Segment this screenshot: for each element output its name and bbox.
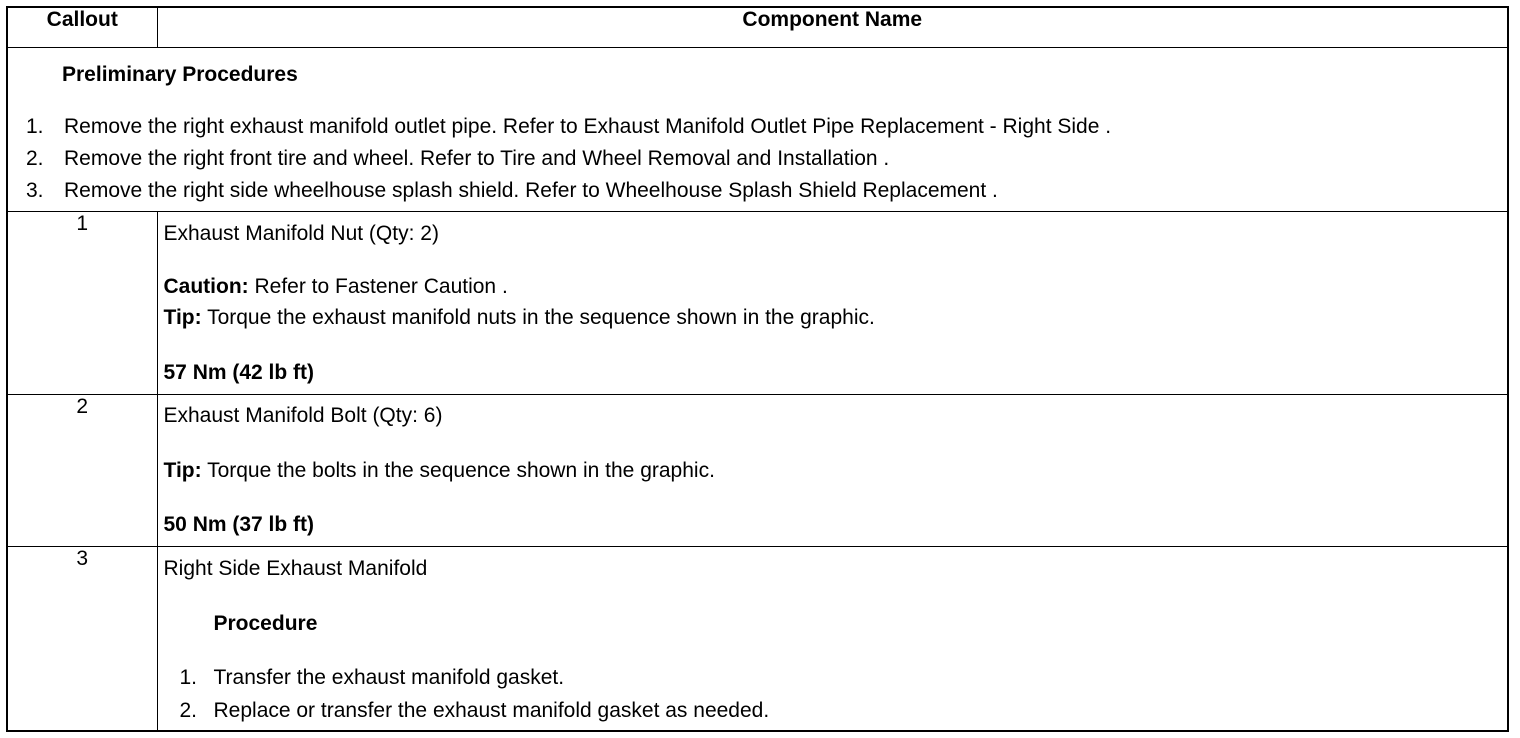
callout-number: 1 xyxy=(7,212,157,395)
preliminary-procedures-cell xyxy=(7,48,1508,212)
tip-label: Tip: xyxy=(163,306,202,329)
tip-label: Tip: xyxy=(163,459,202,482)
step-number: 1. xyxy=(26,115,44,138)
step-number: 2. xyxy=(26,147,44,170)
step-number: 3. xyxy=(26,179,44,202)
step-text: Remove the right front tire and wheel. Refer to Tire and Wheel Removal and Installation . xyxy=(64,147,890,170)
step-text: Remove the right exhaust manifold outlet pipe. Refer to Exhaust Manifold Outlet Pipe Replacement - Right Side . xyxy=(64,115,1112,138)
header-component-name: Component Name xyxy=(157,7,1508,48)
table-row xyxy=(7,395,1508,547)
procedure-step xyxy=(180,699,770,732)
preliminary-step xyxy=(26,179,1111,211)
procedure-step xyxy=(180,666,770,699)
torque-spec: 57 Nm (42 lb ft) xyxy=(163,361,315,384)
table-row xyxy=(7,547,1508,732)
header-callout: Callout xyxy=(7,7,157,48)
preliminary-step xyxy=(26,147,1111,179)
step-number: 2. xyxy=(179,699,198,722)
component-name: Exhaust Manifold Nut (Qty: 2) xyxy=(163,222,439,245)
table-row xyxy=(7,212,1508,395)
callout-number: 3 xyxy=(7,547,157,732)
preliminary-step xyxy=(26,115,1111,147)
component-table xyxy=(6,6,1509,732)
procedure-steps-list xyxy=(180,666,770,732)
component-cell xyxy=(157,395,1508,547)
caution-text: Refer to Fastener Caution . xyxy=(248,275,508,298)
step-text: Transfer the exhaust manifold gasket. xyxy=(213,666,565,689)
header-row xyxy=(7,7,1508,48)
tip-line xyxy=(164,306,875,330)
component-name: Exhaust Manifold Bolt (Qty: 6) xyxy=(163,404,443,427)
step-text: Remove the right side wheelhouse splash shield. Refer to Wheelhouse Splash Shield Replacement . xyxy=(64,179,998,202)
component-cell xyxy=(157,547,1508,732)
tip-text: Torque the exhaust manifold nuts in the sequence shown in the graphic. xyxy=(201,306,875,329)
caution-line xyxy=(164,275,508,299)
preliminary-steps-list xyxy=(26,115,1111,211)
callout-number: 2 xyxy=(7,395,157,547)
preliminary-procedures-title: Preliminary Procedures xyxy=(62,63,298,86)
component-name: Right Side Exhaust Manifold xyxy=(163,557,428,580)
preliminary-row xyxy=(7,48,1508,212)
procedure-title: Procedure xyxy=(213,612,318,635)
torque-spec: 50 Nm (37 lb ft) xyxy=(163,513,315,536)
tip-line xyxy=(164,459,715,483)
component-cell xyxy=(157,212,1508,395)
caution-label: Caution: xyxy=(163,275,249,298)
step-text: Replace or transfer the exhaust manifold gasket as needed. xyxy=(213,699,770,722)
step-number: 1. xyxy=(179,666,198,689)
tip-text: Torque the bolts in the sequence shown in the graphic. xyxy=(201,459,715,482)
